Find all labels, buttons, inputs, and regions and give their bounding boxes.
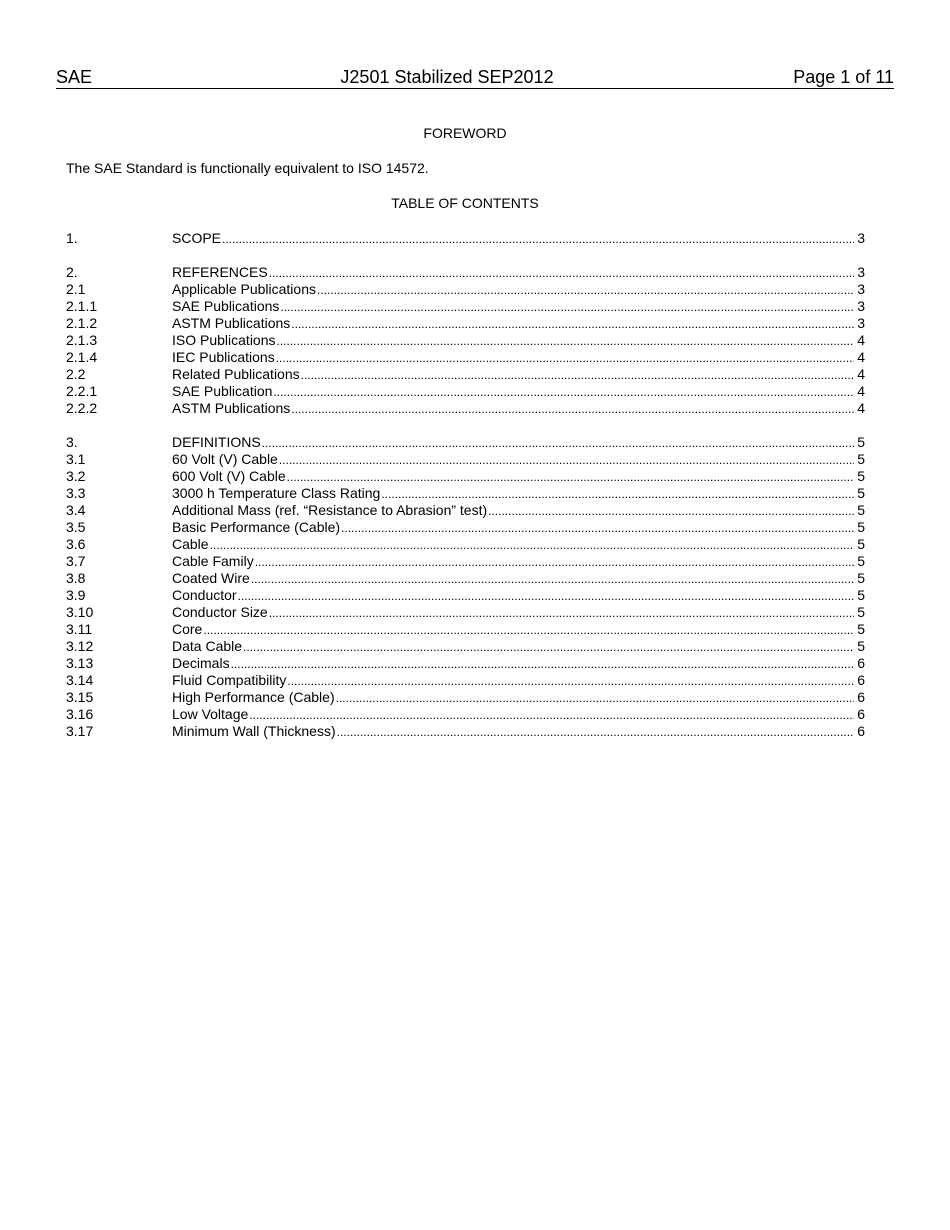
toc-entry-page: 5 bbox=[857, 502, 865, 518]
toc-entry-title: DEFINITIONS bbox=[172, 434, 261, 450]
toc-entry-title: ISO Publications bbox=[172, 332, 276, 348]
toc-entry-title-cell bbox=[172, 672, 855, 690]
toc-entry-number: 3.17 bbox=[66, 723, 94, 739]
toc-entry-title: REFERENCES bbox=[172, 264, 268, 280]
toc-dot-leader bbox=[255, 554, 854, 571]
toc-entry-number: 3.11 bbox=[66, 621, 93, 637]
toc-entry-title-cell bbox=[172, 519, 855, 537]
toc-entry-title: Related Publications bbox=[172, 366, 300, 382]
header-page-number: Page 1 of 11 bbox=[793, 67, 894, 87]
toc-entry-number: 3.16 bbox=[66, 706, 94, 722]
toc-entry[interactable] bbox=[66, 587, 865, 604]
toc-entry-title: Cable Family bbox=[172, 553, 254, 569]
toc-entry[interactable] bbox=[66, 604, 865, 621]
toc-entry-title: ASTM Publications bbox=[172, 400, 291, 416]
toc-entry-title: 60 Volt (V) Cable bbox=[172, 451, 278, 467]
toc-entry-page: 5 bbox=[857, 536, 865, 552]
toc-dot-leader bbox=[280, 299, 854, 316]
toc-entry[interactable] bbox=[66, 383, 865, 400]
toc-entry-title-cell bbox=[172, 332, 855, 350]
toc-entry[interactable] bbox=[66, 451, 865, 468]
toc-entry-number: 3.5 bbox=[66, 519, 86, 535]
toc-entry-page: 5 bbox=[857, 434, 865, 450]
toc-entry-number: 3.3 bbox=[66, 485, 86, 501]
toc-entry-title: High Performance (Cable) bbox=[172, 689, 335, 705]
toc-entry-title-cell bbox=[172, 264, 855, 282]
toc-entry-title: Low Voltage bbox=[172, 706, 249, 722]
toc-dot-leader bbox=[269, 605, 854, 622]
toc-dot-leader bbox=[317, 282, 854, 299]
toc-dot-leader bbox=[277, 333, 855, 350]
toc-entry-page: 5 bbox=[857, 451, 865, 467]
toc-dot-leader bbox=[279, 452, 854, 469]
toc-entry-title: Conductor bbox=[172, 587, 237, 603]
toc-entry-title: Decimals bbox=[172, 655, 230, 671]
toc-entry-page: 6 bbox=[857, 706, 865, 722]
toc-entry-page: 4 bbox=[857, 366, 865, 382]
toc-dot-leader bbox=[276, 350, 854, 367]
toc-entry-number: 2.2 bbox=[66, 366, 86, 382]
toc-entry-number: 2.2.1 bbox=[66, 383, 98, 399]
toc-dot-leader bbox=[231, 656, 854, 673]
toc-entry-number: 2.1.4 bbox=[66, 349, 98, 365]
toc-dot-leader bbox=[336, 690, 854, 707]
toc-entry-title-cell bbox=[172, 553, 855, 571]
header-organization: SAE bbox=[56, 67, 93, 87]
toc-dot-leader bbox=[291, 401, 854, 418]
toc-entry-page: 5 bbox=[857, 604, 865, 620]
toc-entry-title-cell bbox=[172, 468, 855, 486]
toc-entry[interactable] bbox=[66, 315, 865, 332]
toc-entry-page: 5 bbox=[857, 485, 865, 501]
toc-dot-leader bbox=[222, 231, 854, 248]
toc-entry-number: 3.14 bbox=[66, 672, 94, 688]
toc-entry[interactable] bbox=[66, 706, 865, 723]
toc-entry-page: 6 bbox=[857, 689, 865, 705]
toc-heading: TABLE OF CONTENTS bbox=[391, 195, 539, 211]
toc-entry[interactable] bbox=[66, 570, 865, 587]
toc-entry-page: 3 bbox=[857, 230, 865, 246]
toc-entry-number: 3.15 bbox=[66, 689, 94, 705]
toc-dot-leader bbox=[301, 367, 854, 384]
toc-dot-leader bbox=[287, 469, 854, 486]
toc-entry-title: SAE Publication bbox=[172, 383, 273, 399]
toc-dot-leader bbox=[488, 503, 854, 520]
toc-entry-page: 4 bbox=[857, 349, 865, 365]
toc-entry-number: 3.6 bbox=[66, 536, 86, 552]
toc-entry-title-cell bbox=[172, 485, 855, 503]
toc-entry[interactable] bbox=[66, 621, 865, 638]
toc-entry-number: 3.10 bbox=[66, 604, 94, 620]
toc-entry-title-cell bbox=[172, 706, 855, 724]
toc-entry-title-cell bbox=[172, 281, 855, 299]
toc-dot-leader bbox=[273, 384, 854, 401]
toc-entry[interactable] bbox=[66, 689, 865, 706]
toc-entry-title: Basic Performance (Cable) bbox=[172, 519, 341, 535]
toc-entry[interactable] bbox=[66, 366, 865, 383]
page-header bbox=[56, 66, 894, 89]
toc-entry-number: 3.7 bbox=[66, 553, 86, 569]
toc-entry[interactable] bbox=[66, 281, 865, 298]
foreword-heading: FOREWORD bbox=[423, 125, 507, 141]
toc-entry[interactable] bbox=[66, 230, 865, 247]
toc-entry[interactable] bbox=[66, 434, 865, 451]
toc-entry-number: 3.4 bbox=[66, 502, 86, 518]
toc-entry-page: 3 bbox=[857, 315, 865, 331]
toc-entry-number: 2.1 bbox=[66, 281, 86, 297]
table-of-contents bbox=[66, 230, 865, 757]
toc-entry-number: 3.1 bbox=[66, 451, 86, 467]
toc-entry-title: Core bbox=[172, 621, 203, 637]
toc-dot-leader bbox=[203, 622, 854, 639]
toc-entry[interactable] bbox=[66, 400, 865, 417]
toc-entry-title: 3000 h Temperature Class Rating bbox=[172, 485, 381, 501]
toc-entry-title-cell bbox=[172, 383, 855, 401]
toc-entry-title-cell bbox=[172, 400, 855, 418]
toc-dot-leader bbox=[251, 571, 854, 588]
toc-dot-leader bbox=[249, 707, 854, 724]
toc-entry-title: IEC Publications bbox=[172, 349, 275, 365]
toc-dot-leader bbox=[210, 537, 854, 554]
toc-entry-page: 4 bbox=[857, 400, 865, 416]
toc-dot-leader bbox=[269, 265, 854, 282]
toc-entry-title: Fluid Compatibility bbox=[172, 672, 287, 688]
toc-entry-title-cell bbox=[172, 655, 855, 673]
toc-entry-title-cell bbox=[172, 502, 855, 520]
toc-entry[interactable] bbox=[66, 298, 865, 315]
toc-entry-number: 3.13 bbox=[66, 655, 94, 671]
toc-entry-title-cell bbox=[172, 230, 855, 248]
toc-entry-page: 3 bbox=[857, 281, 865, 297]
toc-entry-page: 5 bbox=[857, 553, 865, 569]
toc-entry-page: 6 bbox=[857, 672, 865, 688]
toc-entry-title: 600 Volt (V) Cable bbox=[172, 468, 286, 484]
toc-entry-page: 4 bbox=[857, 332, 865, 348]
toc-entry-title: Additional Mass (ref. “Resistance to Abrasion” test) bbox=[172, 502, 488, 518]
toc-section bbox=[66, 264, 865, 417]
toc-entry[interactable] bbox=[66, 655, 865, 672]
toc-entry-title-cell bbox=[172, 451, 855, 469]
toc-entry-title: Data Cable bbox=[172, 638, 243, 654]
toc-entry-title: Minimum Wall (Thickness) bbox=[172, 723, 336, 739]
toc-dot-leader bbox=[287, 673, 854, 690]
toc-entry-title-cell bbox=[172, 621, 855, 639]
toc-entry-page: 5 bbox=[857, 621, 865, 637]
toc-entry[interactable] bbox=[66, 468, 865, 485]
toc-entry-title-cell bbox=[172, 298, 855, 316]
toc-entry-page: 6 bbox=[857, 655, 865, 671]
toc-entry-number: 2.2.2 bbox=[66, 400, 98, 416]
toc-entry-title-cell bbox=[172, 723, 855, 741]
toc-entry-title: ASTM Publications bbox=[172, 315, 291, 331]
toc-entry[interactable] bbox=[66, 485, 865, 502]
toc-section bbox=[66, 230, 865, 247]
toc-entry[interactable] bbox=[66, 349, 865, 366]
toc-entry[interactable] bbox=[66, 723, 865, 740]
toc-entry-number: 3.9 bbox=[66, 587, 86, 603]
toc-entry-title-cell bbox=[172, 315, 855, 333]
toc-entry-page: 6 bbox=[857, 723, 865, 739]
toc-entry-page: 5 bbox=[857, 638, 865, 654]
toc-entry-title-cell bbox=[172, 604, 855, 622]
toc-entry-page: 3 bbox=[857, 298, 865, 314]
toc-dot-leader bbox=[341, 520, 854, 537]
toc-entry-title: SAE Publications bbox=[172, 298, 280, 314]
toc-entry-number: 3. bbox=[66, 434, 78, 450]
toc-entry[interactable] bbox=[66, 519, 865, 536]
toc-entry-number: 3.12 bbox=[66, 638, 94, 654]
toc-entry-title-cell bbox=[172, 587, 855, 605]
toc-entry-page: 5 bbox=[857, 468, 865, 484]
toc-entry-number: 2.1.3 bbox=[66, 332, 98, 348]
toc-entry[interactable] bbox=[66, 332, 865, 349]
toc-entry[interactable] bbox=[66, 502, 865, 519]
toc-entry-title: Applicable Publications bbox=[172, 281, 316, 297]
toc-entry-title-cell bbox=[172, 689, 855, 707]
toc-dot-leader bbox=[337, 724, 854, 741]
toc-entry-page: 3 bbox=[857, 264, 865, 280]
toc-entry[interactable] bbox=[66, 536, 865, 553]
toc-entry[interactable] bbox=[66, 553, 865, 570]
toc-entry[interactable] bbox=[66, 264, 865, 281]
toc-dot-leader bbox=[262, 435, 854, 452]
foreword-text: The SAE Standard is functionally equivalent to ISO 14572. bbox=[66, 160, 429, 176]
toc-entry-number: 3.2 bbox=[66, 468, 86, 484]
toc-dot-leader bbox=[381, 486, 854, 503]
toc-entry-page: 4 bbox=[857, 383, 865, 399]
toc-entry-title: Cable bbox=[172, 536, 209, 552]
toc-entry-number: 2. bbox=[66, 264, 78, 280]
toc-entry[interactable] bbox=[66, 638, 865, 655]
toc-section bbox=[66, 434, 865, 740]
toc-entry-title-cell bbox=[172, 570, 855, 588]
toc-entry-page: 5 bbox=[857, 519, 865, 535]
toc-dot-leader bbox=[243, 639, 854, 656]
toc-entry-title-cell bbox=[172, 366, 855, 384]
toc-dot-leader bbox=[238, 588, 854, 605]
header-document-id: J2501 Stabilized SEP2012 bbox=[340, 67, 554, 87]
toc-entry-title: Coated Wire bbox=[172, 570, 250, 586]
toc-entry[interactable] bbox=[66, 672, 865, 689]
toc-dot-leader bbox=[291, 316, 854, 333]
toc-entry-number: 3.8 bbox=[66, 570, 86, 586]
toc-entry-number: 1. bbox=[66, 230, 78, 246]
toc-entry-title-cell bbox=[172, 349, 855, 367]
toc-entry-page: 5 bbox=[857, 587, 865, 603]
toc-entry-number: 2.1.2 bbox=[66, 315, 98, 331]
toc-entry-title-cell bbox=[172, 434, 855, 452]
toc-entry-title: Conductor Size bbox=[172, 604, 268, 620]
toc-entry-page: 5 bbox=[857, 570, 865, 586]
toc-entry-title-cell bbox=[172, 536, 855, 554]
toc-entry-number: 2.1.1 bbox=[66, 298, 98, 314]
toc-entry-title: SCOPE bbox=[172, 230, 222, 246]
toc-entry-title-cell bbox=[172, 638, 855, 656]
